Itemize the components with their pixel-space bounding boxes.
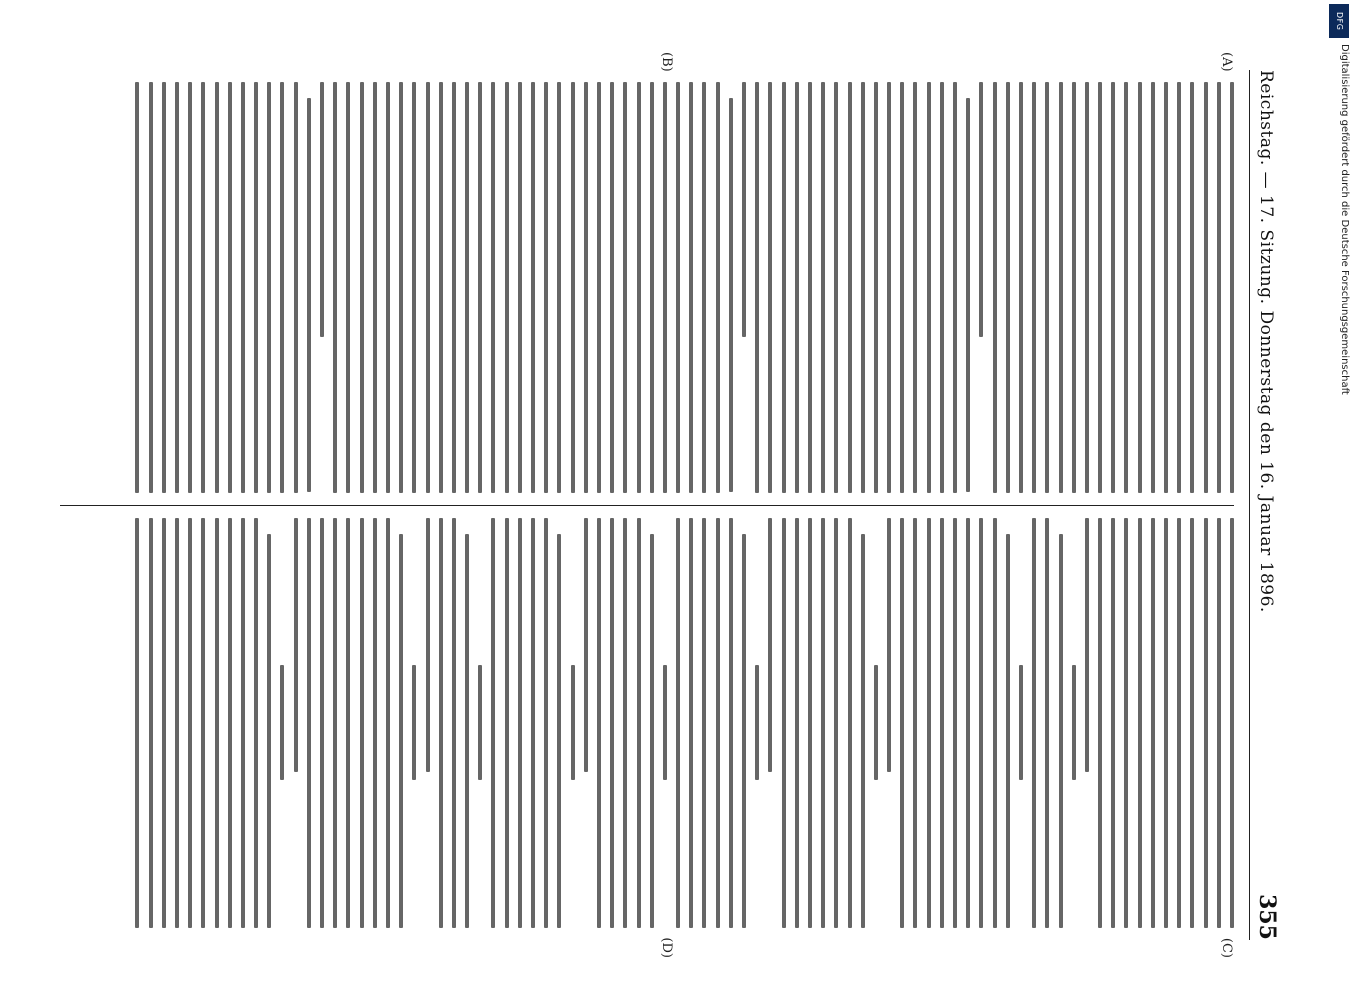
text-line xyxy=(610,82,614,493)
text-line xyxy=(346,518,350,929)
text-line xyxy=(360,518,364,929)
text-line xyxy=(333,82,337,493)
text-line xyxy=(821,518,825,929)
text-line xyxy=(689,82,693,493)
text-line xyxy=(465,82,469,493)
text-line xyxy=(175,82,179,493)
text-line xyxy=(637,82,641,493)
text-line xyxy=(1190,82,1194,493)
text-line xyxy=(162,82,166,493)
text-line xyxy=(254,82,258,493)
text-line xyxy=(1177,82,1181,493)
text-line xyxy=(478,82,482,493)
text-line xyxy=(782,82,786,493)
text-line xyxy=(689,518,693,929)
text-line xyxy=(426,82,430,493)
text-line xyxy=(492,82,496,493)
page-header xyxy=(1249,70,1290,940)
text-line xyxy=(795,518,799,929)
text-line xyxy=(1204,82,1208,493)
text-line xyxy=(1204,518,1208,929)
text-line xyxy=(1111,82,1115,493)
text-line xyxy=(228,82,232,493)
text-line xyxy=(927,518,931,929)
text-line xyxy=(623,518,627,929)
text-line xyxy=(1032,518,1036,929)
text-line xyxy=(795,82,799,493)
text-line xyxy=(1006,534,1010,928)
text-line xyxy=(386,518,390,929)
text-line xyxy=(478,665,482,780)
text-line xyxy=(492,518,496,929)
margin-marker-d: (D) xyxy=(659,937,674,958)
text-line xyxy=(716,518,720,929)
text-line xyxy=(1111,518,1115,929)
text-line xyxy=(1045,82,1049,493)
text-line xyxy=(399,82,403,493)
text-line xyxy=(1019,82,1023,493)
text-line xyxy=(940,518,944,929)
text-line xyxy=(149,82,153,493)
text-line xyxy=(465,534,469,928)
text-line xyxy=(1085,82,1089,493)
text-line xyxy=(874,82,878,493)
text-line xyxy=(584,518,588,773)
text-line xyxy=(1072,82,1076,493)
text-line xyxy=(346,82,350,493)
rotated-newspaper-page xyxy=(60,50,1290,958)
text-line xyxy=(742,534,746,928)
text-line xyxy=(412,82,416,493)
text-line xyxy=(1151,518,1155,929)
text-line xyxy=(373,82,377,493)
text-line xyxy=(834,82,838,493)
running-head: Reichstag. — 17. Sitzung. Donnerstag den 16. Januar 1896. xyxy=(1256,70,1276,613)
digitization-credit: Digitalisierung gefördert durch die Deutsche Forschungsgemeinschaft xyxy=(1339,44,1350,395)
text-line xyxy=(531,518,535,929)
text-line xyxy=(966,98,970,492)
text-line xyxy=(1138,82,1142,493)
text-line xyxy=(861,82,865,493)
text-line xyxy=(307,518,311,929)
text-line xyxy=(426,518,430,773)
text-line xyxy=(188,82,192,493)
text-line xyxy=(254,518,258,929)
text-line xyxy=(1059,82,1063,493)
text-line xyxy=(848,518,852,929)
text-line xyxy=(834,518,838,929)
text-line xyxy=(399,534,403,928)
text-line xyxy=(703,82,707,493)
text-line xyxy=(703,518,707,929)
margin-marker-b: (B) xyxy=(659,52,674,72)
text-line xyxy=(1217,518,1221,929)
text-line xyxy=(267,82,271,493)
text-line xyxy=(149,518,153,929)
text-line xyxy=(637,518,641,929)
text-line xyxy=(597,518,601,929)
text-line xyxy=(228,518,232,929)
text-line xyxy=(281,665,285,780)
text-line xyxy=(993,518,997,929)
text-line xyxy=(452,518,456,929)
text-line xyxy=(1098,82,1102,493)
text-line xyxy=(1006,82,1010,493)
text-line xyxy=(518,82,522,493)
text-line xyxy=(175,518,179,929)
right-column-text xyxy=(60,518,1234,929)
text-line xyxy=(386,82,390,493)
text-line xyxy=(1230,518,1234,929)
text-line xyxy=(1164,518,1168,929)
text-line xyxy=(518,518,522,929)
text-line xyxy=(135,518,139,929)
column-left xyxy=(60,52,1234,505)
text-columns xyxy=(60,52,1234,958)
text-line xyxy=(716,82,720,493)
text-line xyxy=(874,665,878,780)
text-line xyxy=(557,82,561,493)
text-line xyxy=(557,534,561,928)
text-line xyxy=(201,82,205,493)
text-line xyxy=(215,518,219,929)
text-line xyxy=(505,82,509,493)
page-number: 355 xyxy=(1254,894,1280,940)
text-line xyxy=(294,82,298,493)
text-line xyxy=(1125,82,1129,493)
digitization-strip xyxy=(1325,0,1353,1000)
text-line xyxy=(900,518,904,929)
text-line xyxy=(610,518,614,929)
margin-marker-c: (C) xyxy=(1219,937,1234,958)
text-line xyxy=(663,665,667,780)
text-line xyxy=(1045,518,1049,929)
text-line xyxy=(571,665,575,780)
text-line xyxy=(281,82,285,493)
text-line xyxy=(241,518,245,929)
text-line xyxy=(1217,82,1221,493)
text-line xyxy=(914,518,918,929)
text-line xyxy=(294,518,298,773)
text-line xyxy=(729,518,733,929)
left-column-text xyxy=(60,82,1234,493)
text-line xyxy=(215,82,219,493)
text-line xyxy=(848,82,852,493)
text-line xyxy=(755,665,759,780)
text-line xyxy=(1190,518,1194,929)
text-line xyxy=(940,82,944,493)
text-line xyxy=(663,82,667,493)
text-line xyxy=(571,82,575,493)
text-line xyxy=(650,534,654,928)
text-line xyxy=(1151,82,1155,493)
dfg-logo: DFG xyxy=(1329,4,1349,38)
text-line xyxy=(821,82,825,493)
text-line xyxy=(320,518,324,929)
text-line xyxy=(333,518,337,929)
text-line xyxy=(914,82,918,493)
text-line xyxy=(135,82,139,493)
text-line xyxy=(953,82,957,493)
text-line xyxy=(808,518,812,929)
text-line xyxy=(373,518,377,929)
text-line xyxy=(505,518,509,929)
text-line xyxy=(782,518,786,929)
text-line xyxy=(927,82,931,493)
text-line xyxy=(1019,665,1023,780)
column-right xyxy=(60,505,1234,958)
text-line xyxy=(1059,534,1063,928)
text-line xyxy=(267,534,271,928)
margin-marker-a: (A) xyxy=(1219,52,1234,72)
text-line xyxy=(742,82,746,337)
text-line xyxy=(531,82,535,493)
text-line xyxy=(755,82,759,493)
text-line xyxy=(1230,82,1234,493)
text-line xyxy=(676,518,680,929)
text-line xyxy=(1164,82,1168,493)
text-line xyxy=(584,82,588,493)
text-line xyxy=(1125,518,1129,929)
text-line xyxy=(544,518,548,929)
text-line xyxy=(729,98,733,492)
text-line xyxy=(1072,665,1076,780)
text-line xyxy=(188,518,192,929)
text-line xyxy=(993,82,997,493)
text-line xyxy=(861,534,865,928)
text-line xyxy=(201,518,205,929)
text-line xyxy=(768,82,772,493)
text-line xyxy=(439,82,443,493)
text-line xyxy=(953,518,957,929)
text-line xyxy=(452,82,456,493)
text-line xyxy=(887,82,891,493)
text-line xyxy=(887,518,891,773)
text-line xyxy=(412,665,416,780)
text-line xyxy=(544,82,548,493)
text-line xyxy=(1085,518,1089,773)
text-line xyxy=(307,98,311,492)
text-line xyxy=(650,82,654,493)
text-line xyxy=(360,82,364,493)
text-line xyxy=(162,518,166,929)
text-line xyxy=(676,82,680,493)
text-line xyxy=(623,82,627,493)
text-line xyxy=(241,82,245,493)
text-line xyxy=(439,518,443,929)
text-line xyxy=(979,82,983,337)
text-line xyxy=(768,518,772,773)
text-line xyxy=(1032,82,1036,493)
text-line xyxy=(979,518,983,929)
text-line xyxy=(1098,518,1102,929)
text-line xyxy=(320,82,324,337)
text-line xyxy=(1177,518,1181,929)
text-line xyxy=(966,518,970,929)
text-line xyxy=(1138,518,1142,929)
text-line xyxy=(808,82,812,493)
text-line xyxy=(900,82,904,493)
text-line xyxy=(597,82,601,493)
